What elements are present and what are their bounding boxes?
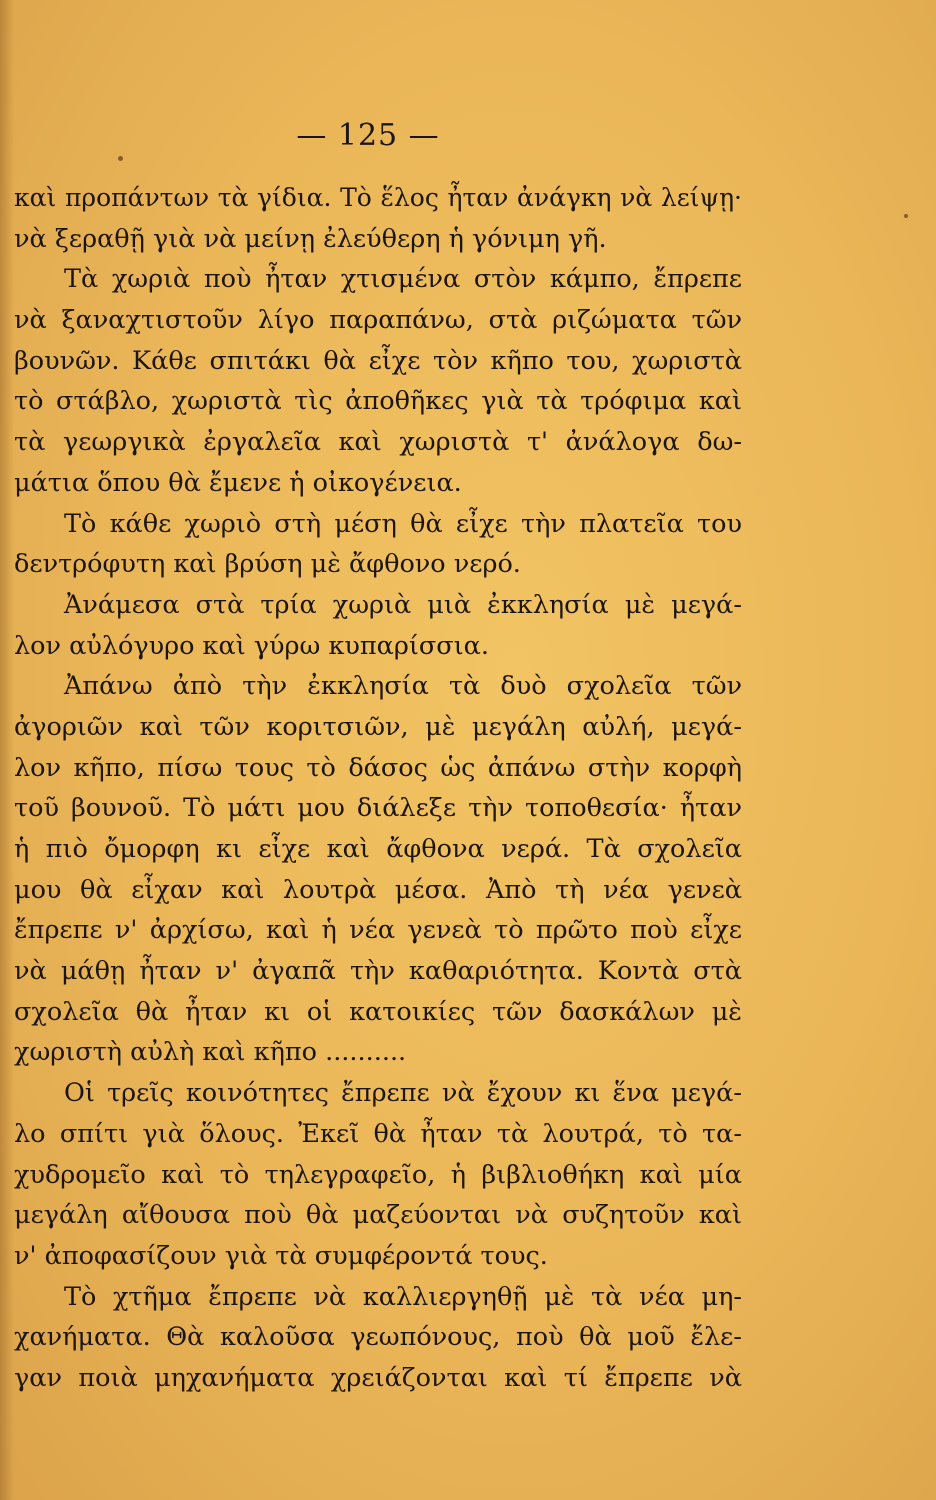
ink-speck: [904, 214, 908, 218]
text-line: ἀγοριῶν καὶ τῶν κοριτσιῶν, μὲ μεγάλη αὐλή, μεγά-: [14, 711, 742, 742]
text-line: χυδρομεῖο καὶ τὸ τηλεγραφεῖο, ἡ βιβλιοθήκη καὶ μία: [14, 1159, 742, 1190]
page-edge-shadow: [0, 0, 14, 1500]
text-line: τὸ στάβλο, χωριστὰ τὶς ἀποθῆκες γιὰ τὰ τρόφιμα καὶ: [14, 386, 742, 417]
text-line: ἔπρεπε ν' ἀρχίσω, καὶ ἡ νέα γενεὰ τὸ πρῶτο ποὺ εἶχε: [14, 915, 742, 946]
text-line: ν' ἀποφασίζουν γιὰ τὰ συμφέροντά τους.: [14, 1240, 548, 1271]
page-number: — 125 —: [296, 118, 440, 153]
text-line: λον αὐλόγυρο καὶ γύρω κυπαρίσσια.: [14, 630, 489, 661]
text-line: τὰ γεωργικὰ ἐργαλεῖα καὶ χωριστὰ τ' ἀνάλογα δω-: [14, 427, 742, 458]
text-line: δεντρόφυτη καὶ βρύση μὲ ἄφθονο νερό.: [14, 549, 521, 580]
text-line: Τὰ χωριὰ ποὺ ἦταν χτισμένα στὸν κάμπο, ἔπρεπε: [64, 264, 742, 295]
text-line: ἡ πιὸ ὄμορφη κι εἶχε καὶ ἄφθονα νερά. Τὰ σχολεῖα: [14, 834, 742, 864]
text-line: νὰ μάθῃ ἦταν ν' ἀγαπᾶ τὴν καθαριότητα. Κοντὰ στὰ: [14, 956, 742, 987]
text-line: Τὸ χτῆμα ἔπρεπε νὰ καλλιεργηθῇ μὲ τὰ νέα μη-: [64, 1281, 742, 1312]
text-line: μου θὰ εἶχαν καὶ λουτρὰ μέσα. Ἀπὸ τὴ νέα γενεὰ: [14, 874, 742, 905]
text-line: λον κῆπο, πίσω τους τὸ δάσος ὡς ἀπάνω στὴν κορφὴ: [14, 752, 742, 783]
text-line: νὰ ξεραθῇ γιὰ νὰ μείνῃ ἐλεύθερη ἡ γόνιμη γῆ.: [14, 223, 607, 254]
text-line: Ἀνάμεσα στὰ τρία χωριὰ μιὰ ἐκκλησία μὲ μεγά-: [64, 589, 742, 620]
text-line: μάτια ὅπου θὰ ἔμενε ἡ οἰκογένεια.: [14, 467, 462, 498]
text-line: λο σπίτι γιὰ ὅλους. Ἐκεῖ θὰ ἦταν τὰ λουτρά, τὸ τα-: [14, 1118, 742, 1149]
body-text: [14, 178, 742, 1399]
text-line: Τὸ κάθε χωριὸ στὴ μέση θὰ εἶχε τὴν πλατεῖα του: [64, 508, 742, 539]
text-line: νὰ ξαναχτιστοῦν λίγο παραπάνω, στὰ ριζώματα τῶν: [14, 305, 742, 336]
text-line: γαν ποιὰ μηχανήματα χρειάζονται καὶ τί ἔπρεπε νὰ: [14, 1362, 742, 1393]
text-line: χωριστὴ αὐλὴ καὶ κῆπο ..........: [14, 1037, 407, 1068]
text-line: βουνῶν. Κάθε σπιτάκι θὰ εἶχε τὸν κῆπο του, χωριστὰ: [14, 345, 742, 376]
ink-speck: [118, 156, 123, 161]
text-line: Ἀπάνω ἀπὸ τὴν ἐκκλησία τὰ δυὸ σχολεῖα τῶν: [64, 671, 742, 702]
text-line: καὶ προπάντων τὰ γίδια. Τὸ ἕλος ἦταν ἀνάγκη νὰ λείψῃ·: [14, 183, 742, 212]
text-line: μεγάλη αἴθουσα ποὺ θὰ μαζεύονται νὰ συζητοῦν καὶ: [14, 1200, 742, 1231]
text-line: χανήματα. Θὰ καλοῦσα γεωπόνους, ποὺ θὰ μοῦ ἔλε-: [14, 1322, 742, 1353]
text-line: τοῦ βουνοῦ. Τὸ μάτι μου διάλεξε τὴν τοποθεσία· ἦταν: [14, 793, 742, 824]
text-line: Οἱ τρεῖς κοινότητες ἔπρεπε νὰ ἔχουν κι ἕνα μεγά-: [64, 1078, 742, 1109]
text-line: σχολεῖα θὰ ἦταν κι οἱ κατοικίες τῶν δασκάλων μὲ: [14, 996, 742, 1027]
